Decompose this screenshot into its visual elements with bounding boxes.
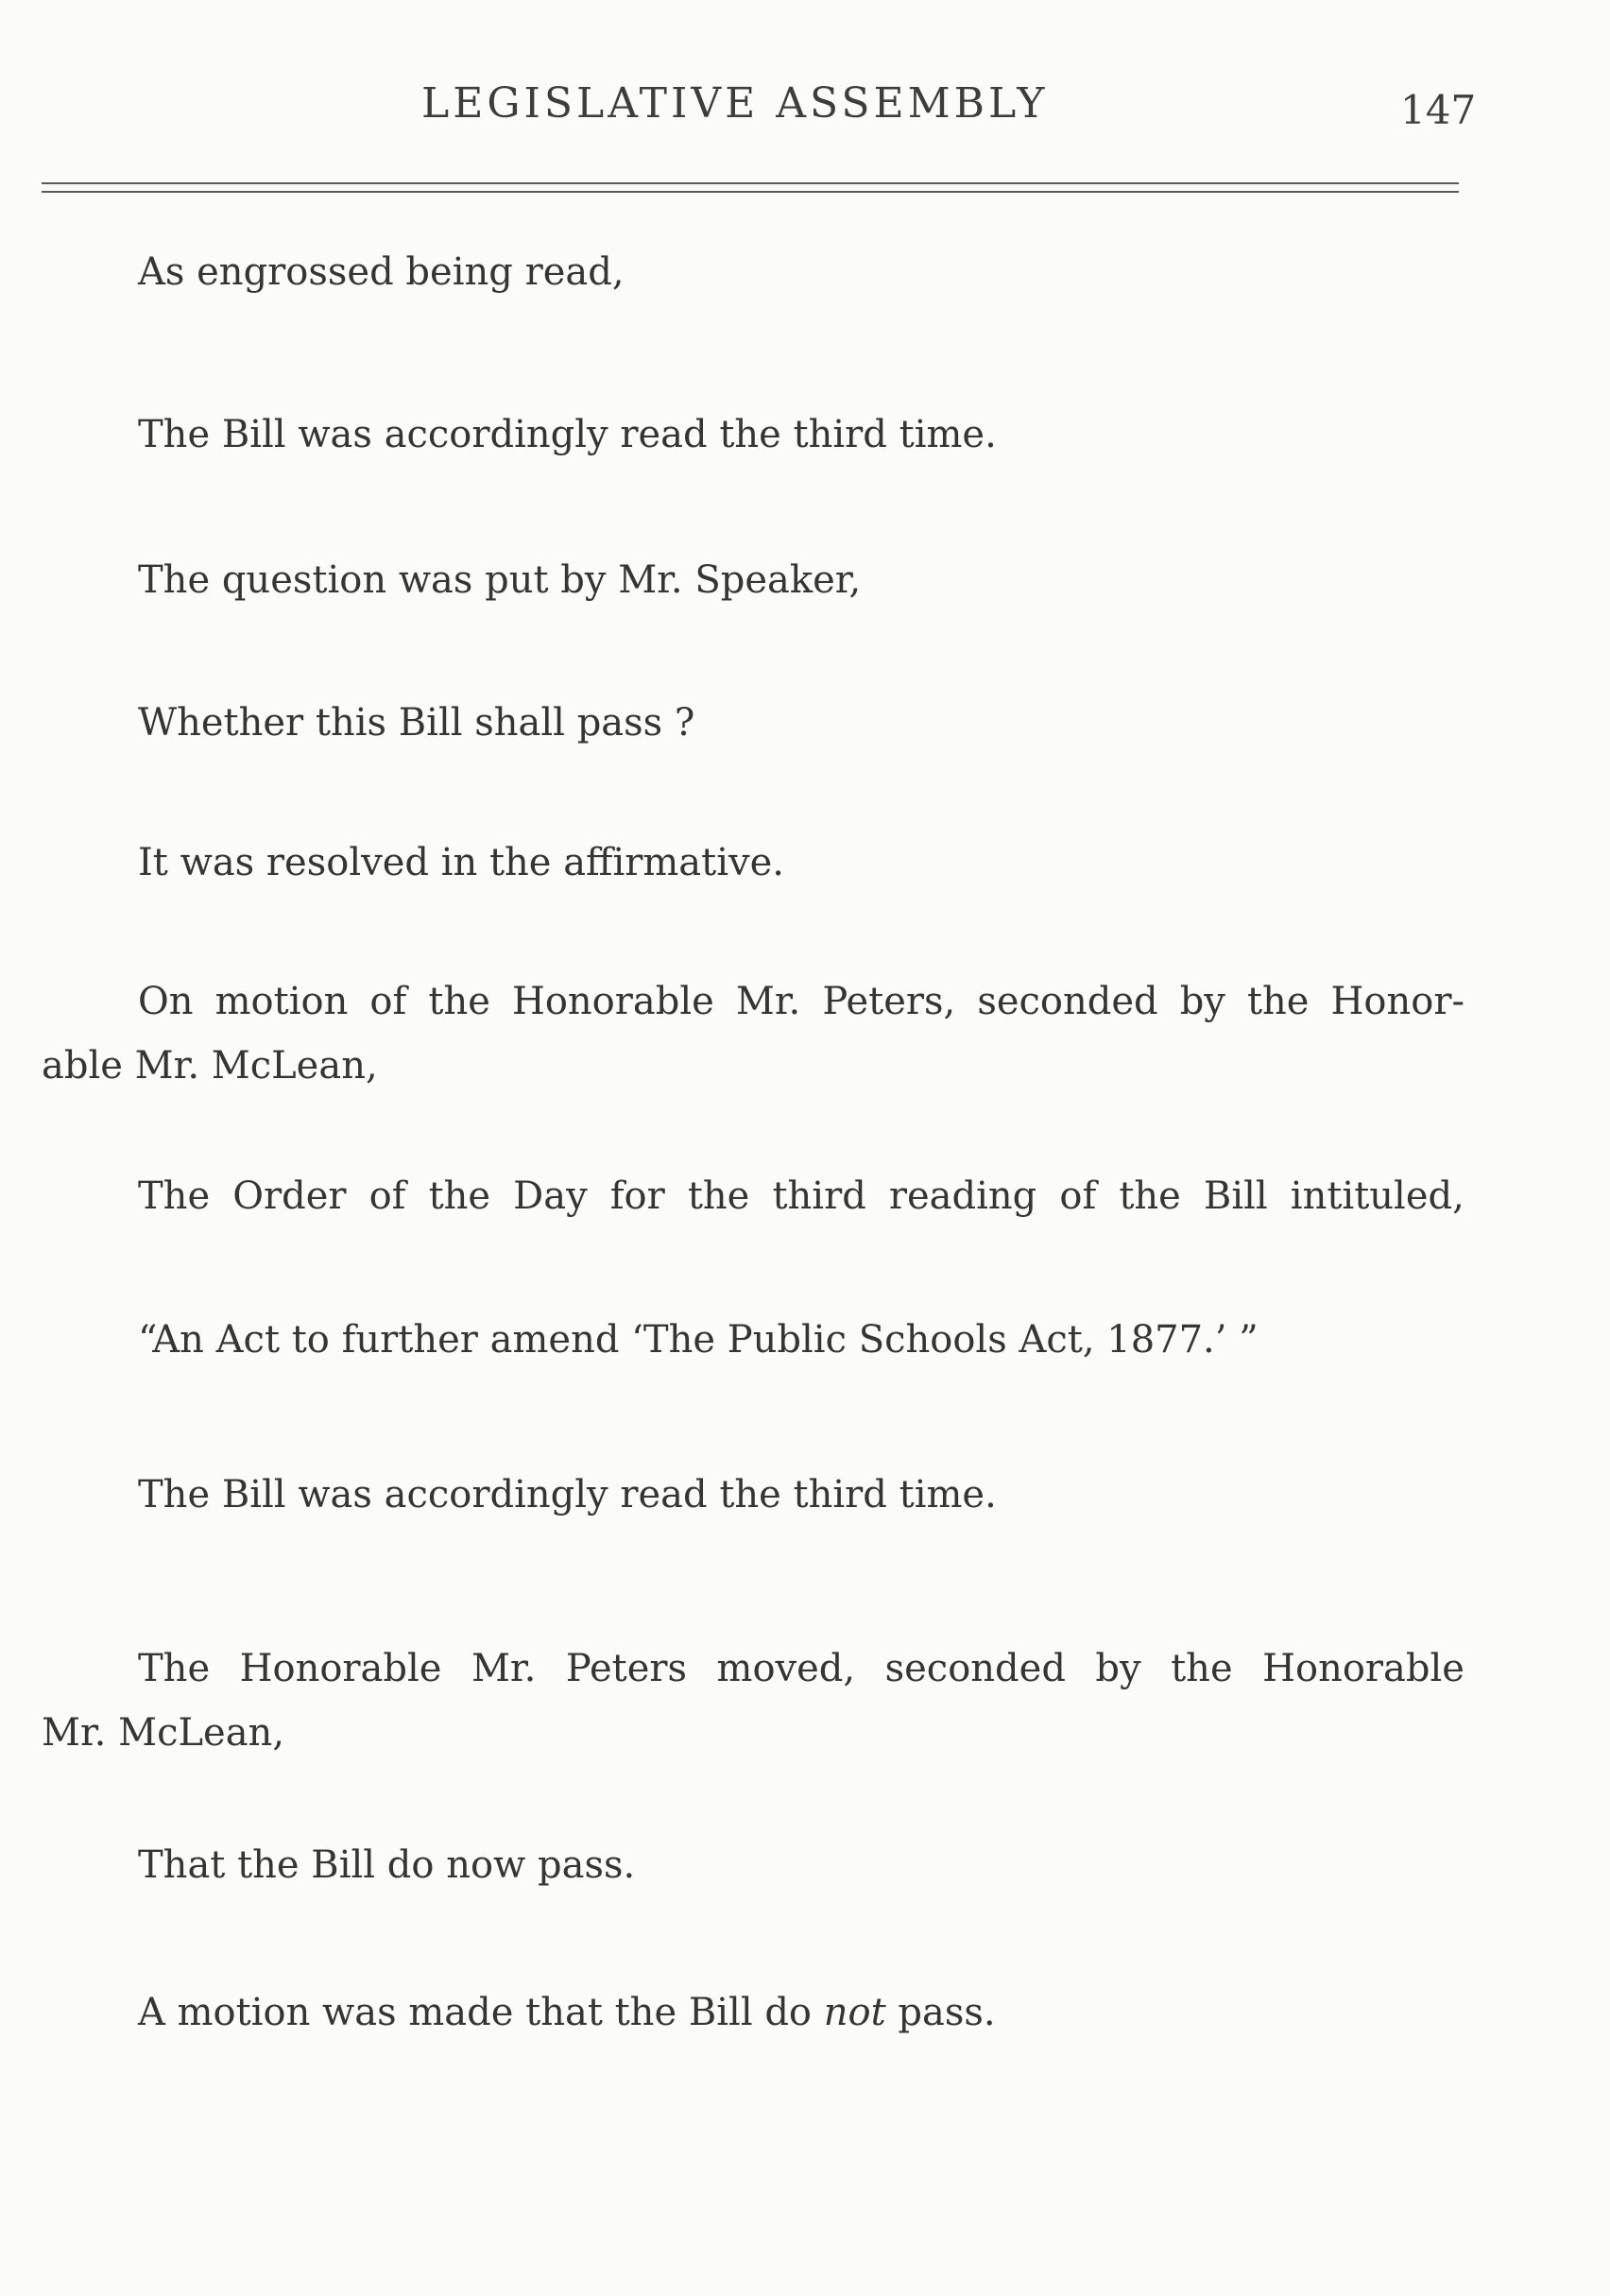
paragraph-order-of-day	[138, 1174, 1464, 1218]
paragraph-moved-line-1	[138, 1647, 1464, 1690]
paragraph-whether-pass: Whether this Bill shall pass ?	[138, 701, 695, 745]
word: by	[1179, 980, 1225, 1023]
word: seconded	[884, 1647, 1066, 1690]
word: by	[1095, 1647, 1141, 1690]
word: of	[1059, 1174, 1097, 1218]
header-rule-bottom	[42, 191, 1459, 193]
paragraph-motion-line-1	[138, 980, 1464, 1023]
running-header-title: LEGISLATIVE ASSEMBLY	[421, 79, 1049, 128]
word: Mr.	[735, 980, 801, 1023]
paragraph-act-title: “An Act to further amend ‘The Public Schools Act, 1877.’ ”	[138, 1318, 1259, 1362]
paragraph-do-now-pass: That the Bill do now pass.	[138, 1843, 636, 1887]
word: Honorable	[511, 980, 714, 1023]
word: for	[609, 1174, 665, 1218]
paragraph-read-third-time-2: The Bill was accordingly read the third time.	[138, 1473, 997, 1516]
paragraph-do-not-pass	[138, 1991, 996, 2034]
do-not-pass-text-before: A motion was made that the Bill do	[138, 1991, 824, 2034]
word: third	[772, 1174, 866, 1218]
do-not-pass-italic: not	[823, 1991, 886, 2034]
word: Honorable	[239, 1647, 442, 1690]
word: Honor-	[1330, 980, 1464, 1023]
word: intituled,	[1290, 1174, 1464, 1218]
paragraph-motion-line-2: able Mr. McLean,	[42, 1044, 378, 1088]
word: of	[368, 1174, 406, 1218]
word: Peters,	[822, 980, 956, 1023]
word: motion	[214, 980, 349, 1023]
word: the	[687, 1174, 750, 1218]
word: Mr.	[471, 1647, 537, 1690]
word: the	[428, 1174, 491, 1218]
paragraph-moved-line-2: Mr. McLean,	[42, 1711, 285, 1755]
word: The	[138, 1174, 211, 1218]
paragraph-question-put: The question was put by Mr. Speaker,	[138, 558, 862, 602]
do-not-pass-text-after: pass.	[885, 1991, 996, 2034]
header-rule-top	[42, 182, 1459, 184]
word: Day	[513, 1174, 588, 1218]
page-number: 147	[1400, 87, 1477, 133]
word: reading	[888, 1174, 1037, 1218]
word: The	[138, 1647, 211, 1690]
paragraph-read-third-time: The Bill was accordingly read the third time.	[138, 413, 997, 456]
word: Bill	[1203, 1174, 1268, 1218]
word: Order	[232, 1174, 347, 1218]
word: of	[369, 980, 407, 1023]
word: the	[1119, 1174, 1181, 1218]
word: seconded	[977, 980, 1158, 1023]
word: the	[1246, 980, 1310, 1023]
word: Peters	[565, 1647, 688, 1690]
word: the	[428, 980, 490, 1023]
word: the	[1171, 1647, 1233, 1690]
paragraph-resolved-affirmative: It was resolved in the affirmative.	[138, 841, 785, 884]
paragraph-engrossed: As engrossed being read,	[138, 250, 625, 294]
word: On	[138, 980, 194, 1023]
word: moved,	[716, 1647, 856, 1690]
word: Honorable	[1262, 1647, 1464, 1690]
